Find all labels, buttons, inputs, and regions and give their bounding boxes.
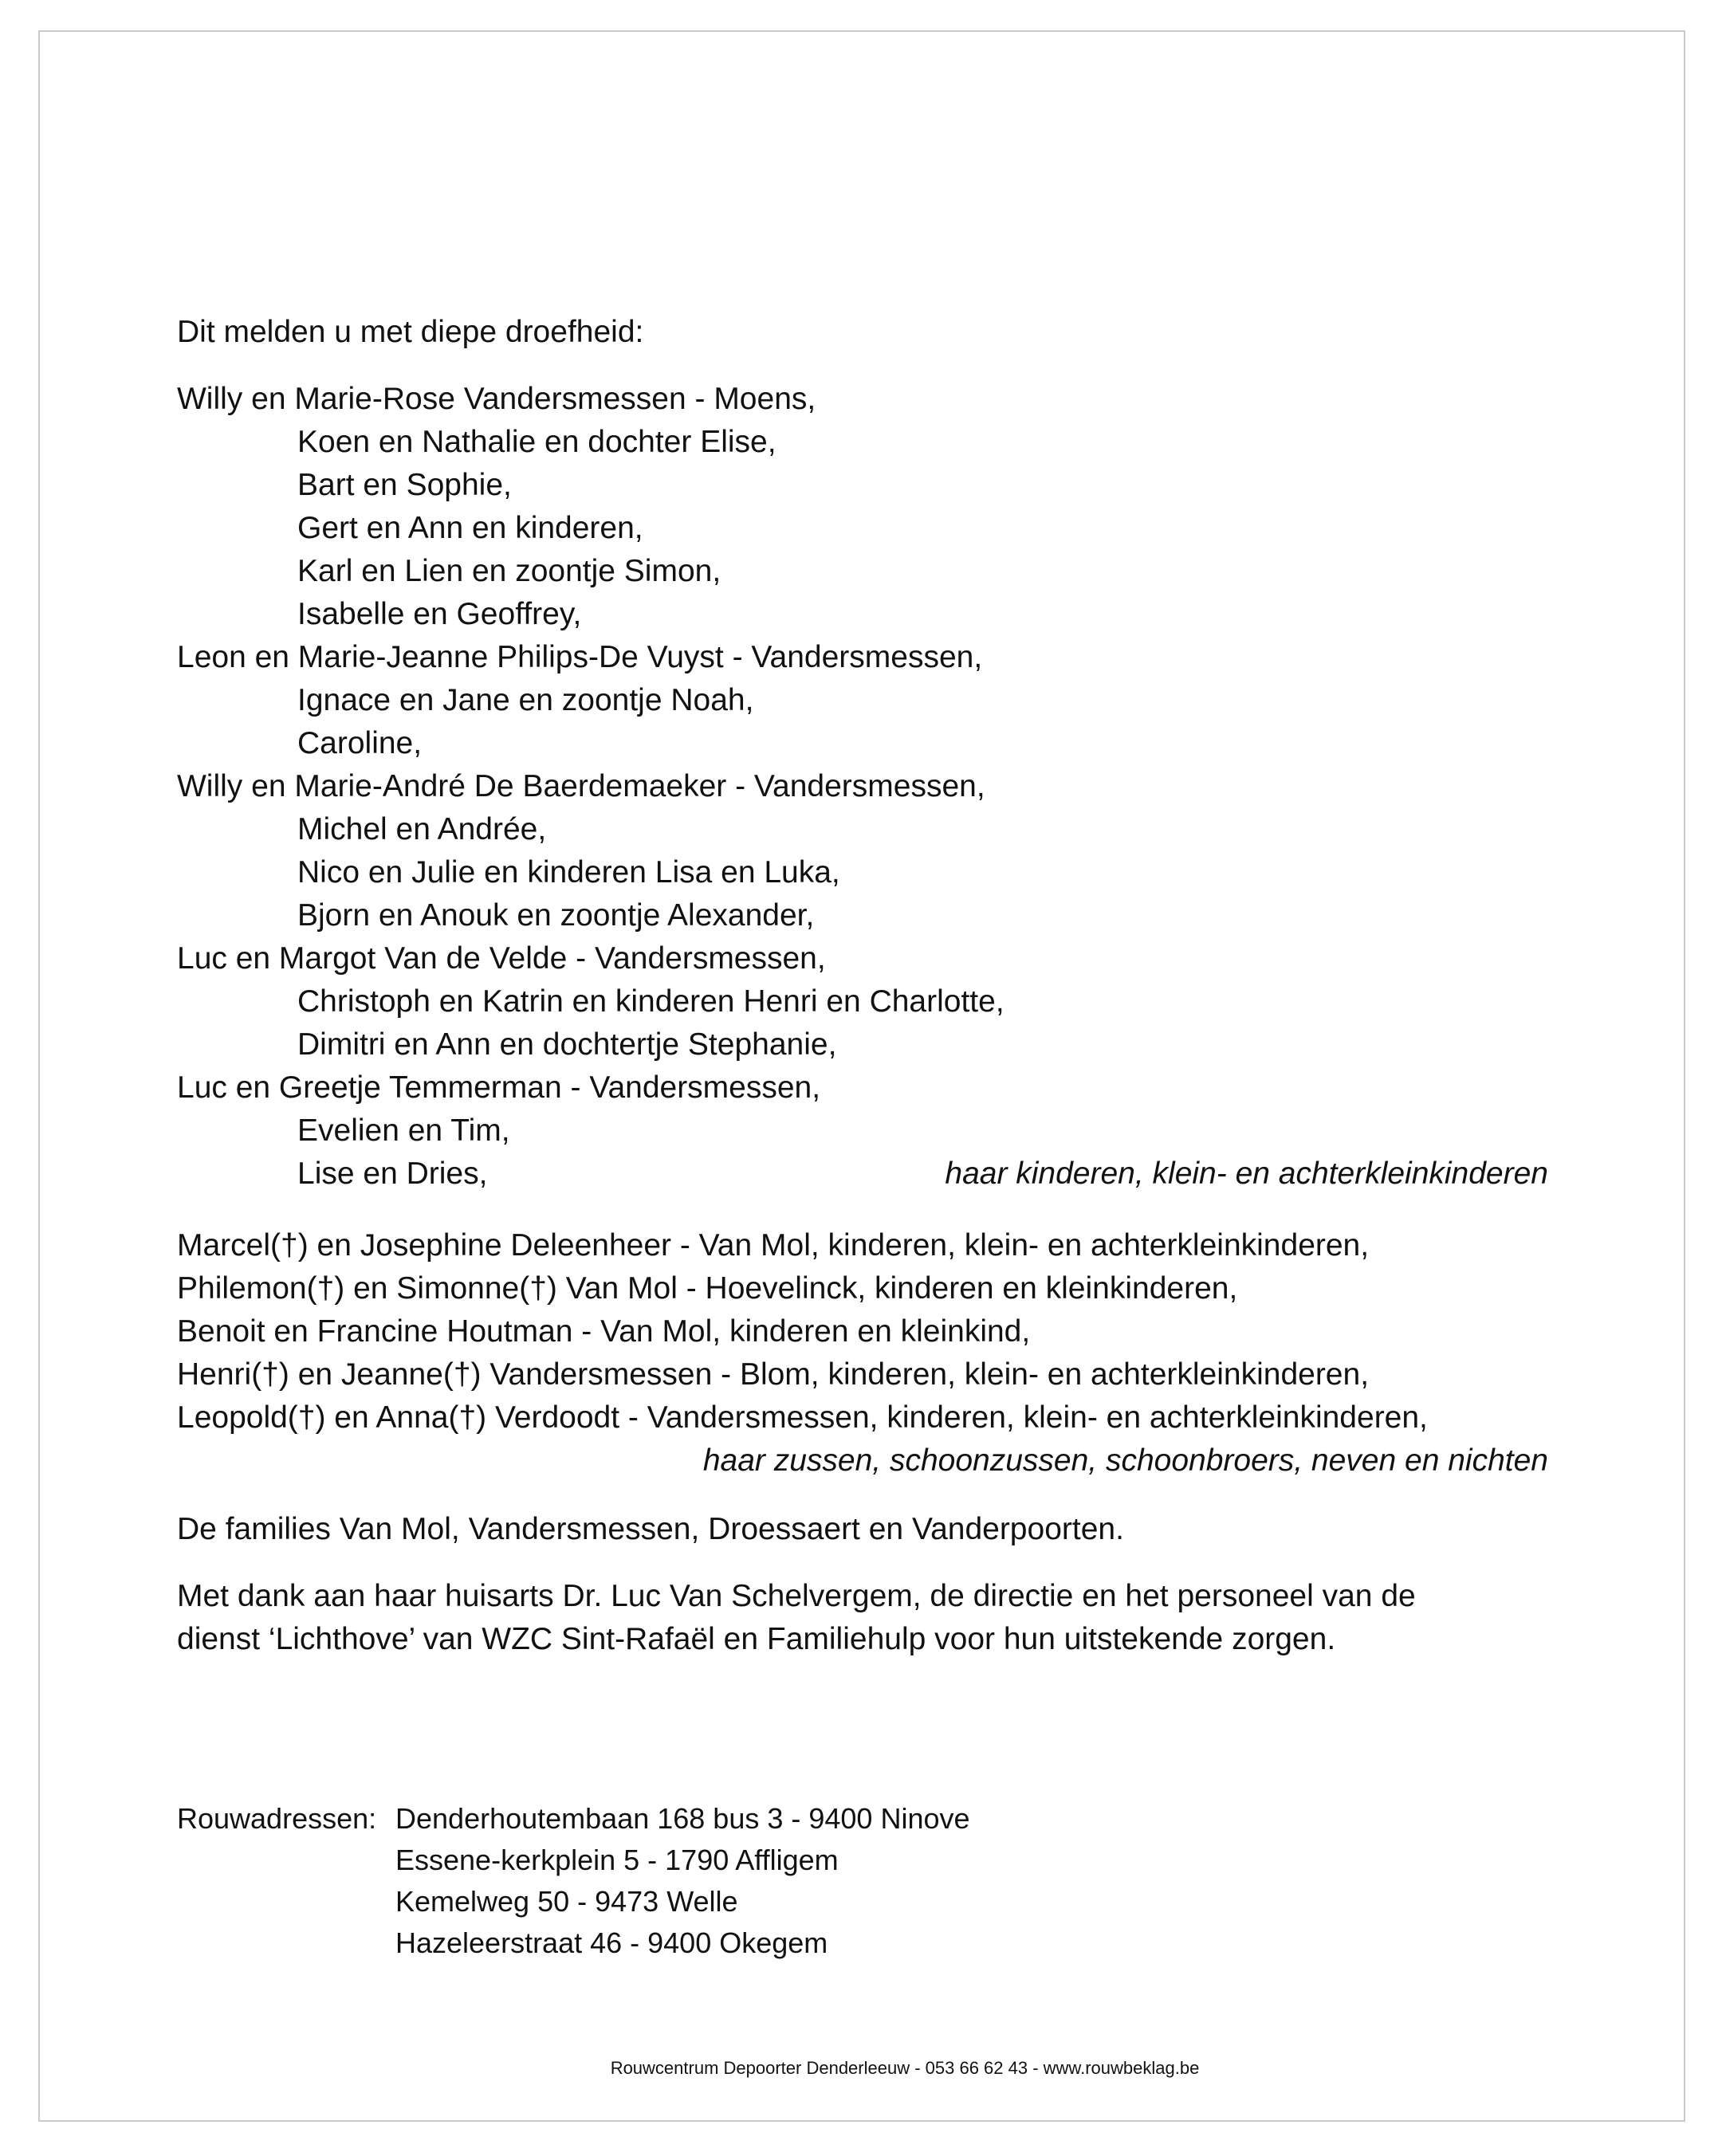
thanks-line-2: dienst ‘Lichthove’ van WZC Sint-Rafaël en Familiehulp voor hun uitstekende zorgen. xyxy=(177,1622,1336,1656)
sibling-line: Benoit en Francine Houtman - Van Mol, kinderen en kleinkind, xyxy=(177,1314,1031,1349)
siblings-caption: haar zussen, schoonzussen, schoonbroers, neven en nichten xyxy=(702,1443,1548,1478)
address-row xyxy=(177,1881,970,1922)
family-line: Willy en Marie-Rose Vandersmessen - Moens, xyxy=(177,382,816,416)
family-line: Nico en Julie en kinderen Lisa en Luka, xyxy=(297,855,840,889)
family-line: Luc en Margot Van de Velde - Vandersmessen, xyxy=(177,941,826,976)
thanks-line-1: Met dank aan haar huisarts Dr. Luc Van Schelvergem, de directie en het personeel van de xyxy=(177,1579,1416,1613)
family-line: Dimitri en Ann en dochtertje Stephanie, xyxy=(297,1027,837,1062)
address-row xyxy=(177,1922,970,1964)
addresses-label: Rouwadressen: xyxy=(177,1802,377,1835)
address-row xyxy=(177,1798,970,1840)
family-line: Koen en Nathalie en dochter Elise, xyxy=(297,425,776,459)
family-line: Isabelle en Geoffrey, xyxy=(297,597,582,631)
families-line: De families Van Mol, Vandersmessen, Droessaert en Vanderpoorten. xyxy=(177,1512,1124,1546)
funeral-home-footer: Rouwcentrum Depoorter Denderleeuw - 053 66 62 43 - www.rouwbeklag.be xyxy=(610,2058,1200,2078)
sibling-line: Leopold(†) en Anna(†) Verdoodt - Vandersmessen, kinderen, klein- en achterkleinkinderen, xyxy=(177,1400,1428,1435)
address-item: Denderhoutembaan 168 bus 3 - 9400 Ninove xyxy=(395,1802,970,1835)
family-line-text: Lise en Dries, xyxy=(297,1157,488,1191)
address-item: Essene-kerkplein 5 - 1790 Affligem xyxy=(395,1844,839,1876)
addresses-label-spacer xyxy=(177,1922,395,1964)
sibling-line: Henri(†) en Jeanne(†) Vandersmessen - Blom, kinderen, klein- en achterkleinkinderen, xyxy=(177,1357,1370,1392)
family-line: Bart en Sophie, xyxy=(297,468,512,502)
family-line: Gert en Ann en kinderen, xyxy=(297,511,643,545)
card-text xyxy=(177,311,1548,1661)
intro-line: Dit melden u met diepe droefheid: xyxy=(177,315,644,349)
family-line: Luc en Greetje Temmerman - Vandersmessen, xyxy=(177,1070,821,1105)
family-line: Michel en Andrée, xyxy=(297,812,547,846)
address-row xyxy=(177,1840,970,1881)
addresses-label-spacer xyxy=(177,1881,395,1922)
siblings-group xyxy=(177,1224,1548,1482)
family-line: Bjorn en Anouk en zoontje Alexander, xyxy=(297,898,815,933)
mourning-addresses xyxy=(177,1798,970,1964)
sibling-line: Philemon(†) en Simonne(†) Van Mol - Hoevelinck, kinderen en kleinkinderen, xyxy=(177,1271,1238,1306)
sibling-line: Marcel(†) en Josephine Deleenheer - Van Mol, kinderen, klein- en achterkleinkinderen, xyxy=(177,1228,1370,1263)
thanks-paragraph xyxy=(177,1575,1548,1661)
family-line: Willy en Marie-André De Baerdemaeker - Vandersmessen, xyxy=(177,769,985,803)
family-line-last xyxy=(177,1153,1548,1196)
address-item: Hazeleerstraat 46 - 9400 Okegem xyxy=(395,1926,828,1959)
family-line: Ignace en Jane en zoontje Noah, xyxy=(297,683,754,717)
addresses-label-spacer xyxy=(177,1840,395,1881)
family-line: Christoph en Katrin en kinderen Henri en Charlotte, xyxy=(297,984,1005,1019)
family-line: Leon en Marie-Jeanne Philips-De Vuyst - Vandersmessen, xyxy=(177,640,983,674)
children-caption: haar kinderen, klein- en achterkleinkinderen xyxy=(945,1157,1548,1191)
family-line: Caroline, xyxy=(297,726,423,760)
address-item: Kemelweg 50 - 9473 Welle xyxy=(395,1885,738,1918)
children-group xyxy=(177,378,1548,1196)
family-line: Evelien en Tim, xyxy=(297,1113,510,1148)
family-line: Karl en Lien en zoontje Simon, xyxy=(297,554,721,588)
